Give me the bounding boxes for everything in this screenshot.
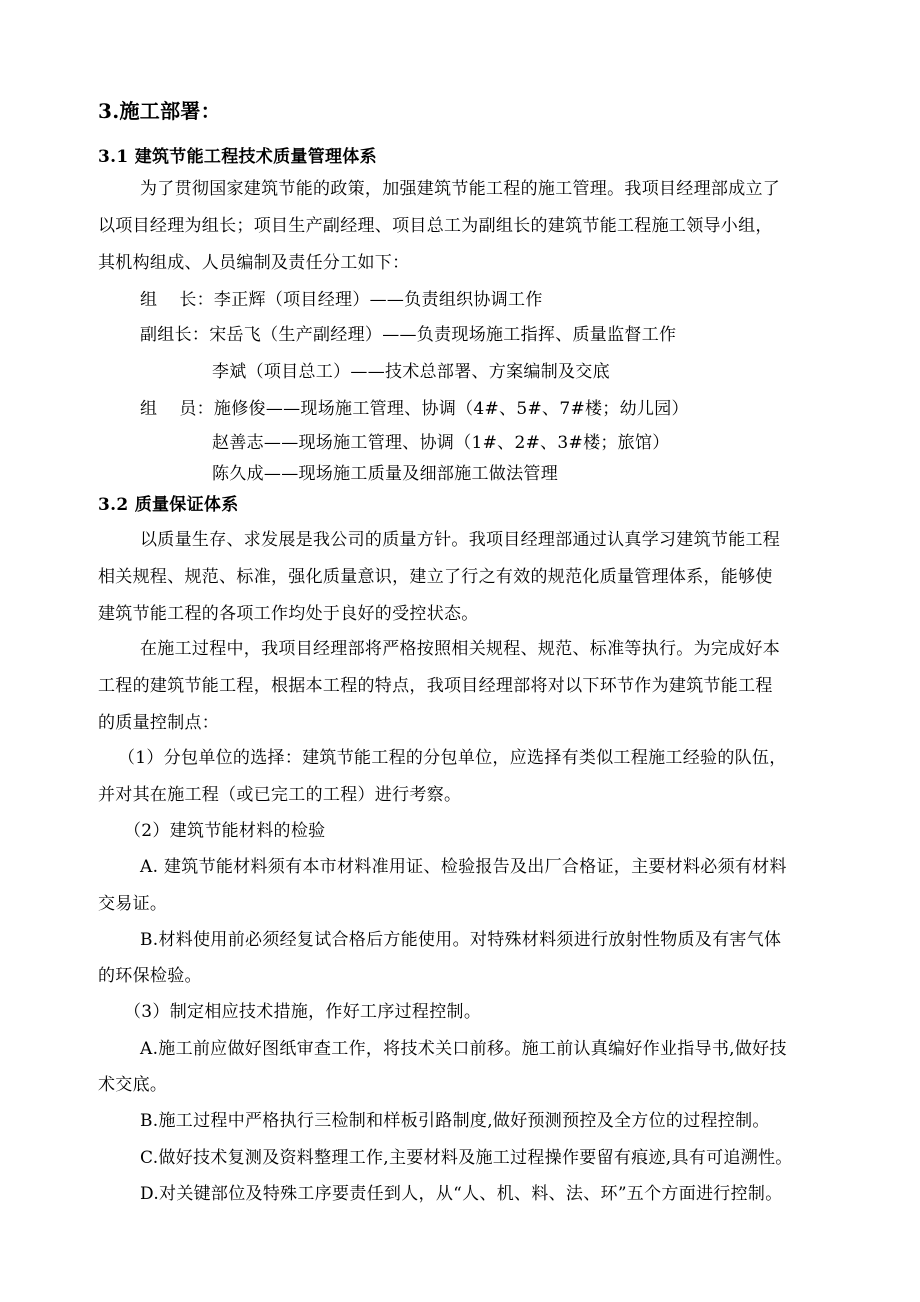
deputy-row-1 [140, 324, 676, 346]
para1-line-3: 建筑节能工程的各项工作均处于良好的受控状态。 [98, 604, 479, 624]
item3d-line: D.对关键部位及特殊工序要责任到人，从“人、机、料、法、环”五个方面进行控制。 [140, 1184, 783, 1204]
item2a-line-2: 交易证。 [98, 894, 168, 914]
item3a-line-2: 术交底。 [98, 1075, 168, 1095]
intro-line-2: 以项目经理为组长；项目生产副经理、项目总工为副组长的建筑节能工程施工领导小组， [98, 216, 773, 236]
members-row-1 [140, 398, 689, 420]
member-line-1: 施修俊——现场施工管理、协调（4#、5#、7#楼；幼儿园） [213, 399, 689, 419]
item1-line-1: （1）分包单位的选择：建筑节能工程的分包单位，应选择有类似工程施工经验的队伍， [118, 748, 787, 768]
item2-heading: （2）建筑节能材料的检验 [124, 821, 326, 841]
para1-line-2: 相关规程、规范、标准，强化质量意识，建立了行之有效的规范化质量管理体系，能够使 [98, 567, 773, 587]
item3a-line-1: A.施工前应做好图纸审查工作，将技术关口前移。施工前认真编好作业指导书,做好技 [140, 1039, 787, 1059]
member-line-2: 赵善志——现场施工管理、协调（1#、2#、3#楼；旅馆） [212, 433, 670, 453]
item3c-line: C.做好技术复测及资料整理工作,主要材料及施工过程操作要留有痕迹,具有可追溯性。 [140, 1148, 793, 1168]
leader-row [140, 289, 543, 311]
item2b-line-2: 的环保检验。 [98, 966, 202, 986]
item3b-line: B.施工过程中严格执行三检制和样板引路制度,做好预测预控及全方位的过程控制。 [140, 1111, 770, 1131]
intro-line-1: 为了贯彻国家建筑节能的政策，加强建筑节能工程的施工管理。我项目经理部成立了 [140, 179, 781, 199]
item1-line-2: 并对其在施工程（或已完工的工程）进行考察。 [98, 785, 462, 805]
item3-heading: （3）制定相应技术措施，作好工序过程控制。 [124, 1002, 482, 1022]
deputy-line-1: 宋岳飞（生产副经理）——负责现场施工指挥、质量监督工作 [209, 325, 677, 345]
leader-label-b: 长： [179, 290, 214, 310]
leader-label-a: 组 [140, 290, 158, 310]
para1-line-1: 以质量生存、求发展是我公司的质量方针。我项目经理部通过认真学习建筑节能工程 [140, 530, 781, 550]
members-label-b: 员： [179, 399, 214, 419]
intro-line-3: 其机构组成、人员编制及责任分工如下： [98, 253, 410, 273]
deputy-line-2: 李斌（项目总工）——技术总部署、方案编制及交底 [212, 362, 610, 382]
section-title: 3.施工部署： [98, 99, 221, 123]
item2b-line-1: B.材料使用前必须经复试合格后方能使用。对特殊材料须进行放射性物质及有害气体 [140, 930, 782, 950]
para2-line-3: 的质量控制点： [98, 713, 220, 733]
members-label-a: 组 [140, 399, 158, 419]
deputy-label: 副组长： [140, 325, 210, 345]
subsection-title-3-1: 3.1 建筑节能工程技术质量管理体系 [98, 147, 377, 167]
subsection-title-3-2: 3.2 质量保证体系 [98, 495, 239, 515]
para2-line-2: 工程的建筑节能工程，根据本工程的特点，我项目经理部将对以下环节作为建筑节能工程 [98, 676, 773, 696]
member-line-3: 陈久成——现场施工质量及细部施工做法管理 [212, 464, 558, 484]
leader-text: 李正辉（项目经理）——负责组织协调工作 [213, 290, 543, 310]
item2a-line-1: A. 建筑节能材料须有本市材料准用证、检验报告及出厂合格证，主要材料必须有材料 [140, 857, 787, 877]
para2-line-1: 在施工过程中，我项目经理部将严格按照相关规程、规范、标准等执行。为完成好本 [140, 639, 781, 659]
